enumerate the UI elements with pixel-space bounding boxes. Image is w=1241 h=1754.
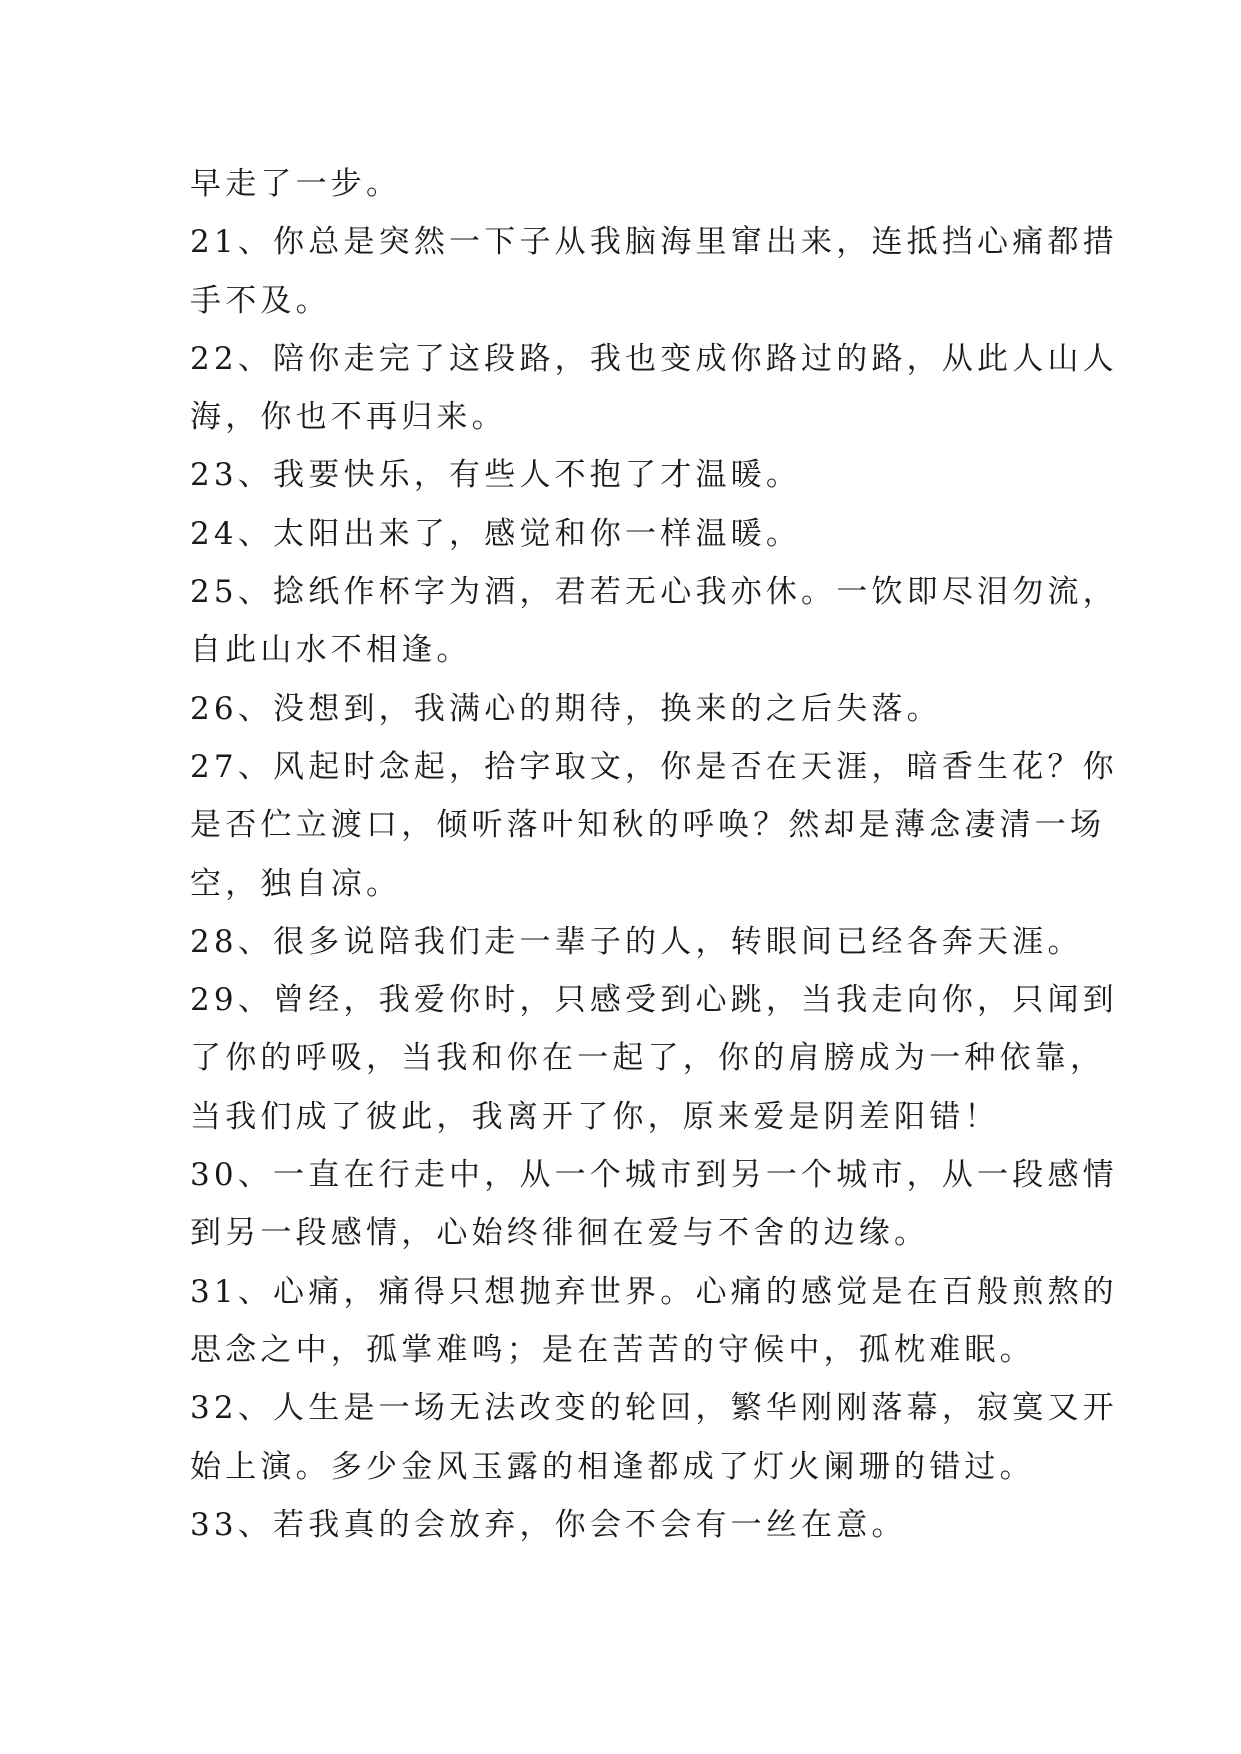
document-body [190, 155, 1118, 1554]
text-line: 了你的呼吸，当我和你在一起了，你的肩膀成为一种依靠， [190, 1040, 1106, 1077]
text-line: 28、很多说陪我们走一辈子的人，转眼间已经各奔天涯。 [190, 923, 1083, 960]
text-line: 33、若我真的会放弃，你会不会有一丝在意。 [190, 1506, 907, 1543]
text-line: 手不及。 [190, 282, 331, 319]
text-line: 26、没想到，我满心的期待，换来的之后失落。 [190, 690, 942, 727]
text-line: 自此山水不相逢。 [190, 632, 472, 669]
text-line: 早走了一步。 [190, 166, 402, 202]
text-line: 21、你总是突然一下子从我脑海里窜出来，连抵挡心痛都措 [190, 224, 1118, 261]
text-line: 海，你也不再归来。 [190, 399, 507, 436]
text-line: 思念之中，孤掌难鸣；是在苦苦的守候中，孤枕难眠。 [190, 1331, 1035, 1368]
text-line: 30、一直在行走中，从一个城市到另一个城市，从一段感情 [190, 1157, 1118, 1194]
text-line: 到另一段感情，心始终徘徊在爱与不舍的边缘。 [190, 1215, 930, 1252]
text-line: 空，独自凉。 [190, 865, 402, 902]
text-line: 22、陪你走完了这段路，我也变成你路过的路，从此人山人 [190, 340, 1118, 377]
text-line: 是否伫立渡口，倾听落叶知秋的呼唤？然却是薄念凄清一场 [190, 807, 1106, 844]
text-line: 25、捻纸作杯字为酒，君若无心我亦休。一饮即尽泪勿流， [190, 574, 1118, 611]
text-line: 始上演。多少金风玉露的相逢都成了灯火阑珊的错过。 [190, 1448, 1035, 1485]
text-line: 24、太阳出来了，感觉和你一样温暖。 [190, 515, 802, 552]
text-line: 32、人生是一场无法改变的轮回，繁华刚刚落幕，寂寞又开 [190, 1390, 1118, 1427]
text-line: 当我们成了彼此，我离开了你，原来爱是阴差阳错！ [190, 1098, 1000, 1135]
text-line: 31、心痛，痛得只想抛弃世界。心痛的感觉是在百般煎熬的 [190, 1273, 1118, 1310]
text-line: 23、我要快乐，有些人不抱了才温暖。 [190, 457, 802, 494]
text-line: 27、风起时念起，拾字取文，你是否在天涯，暗香生花？你 [190, 748, 1118, 785]
text-line: 29、曾经，我爱你时，只感受到心跳，当我走向你，只闻到 [190, 982, 1118, 1019]
